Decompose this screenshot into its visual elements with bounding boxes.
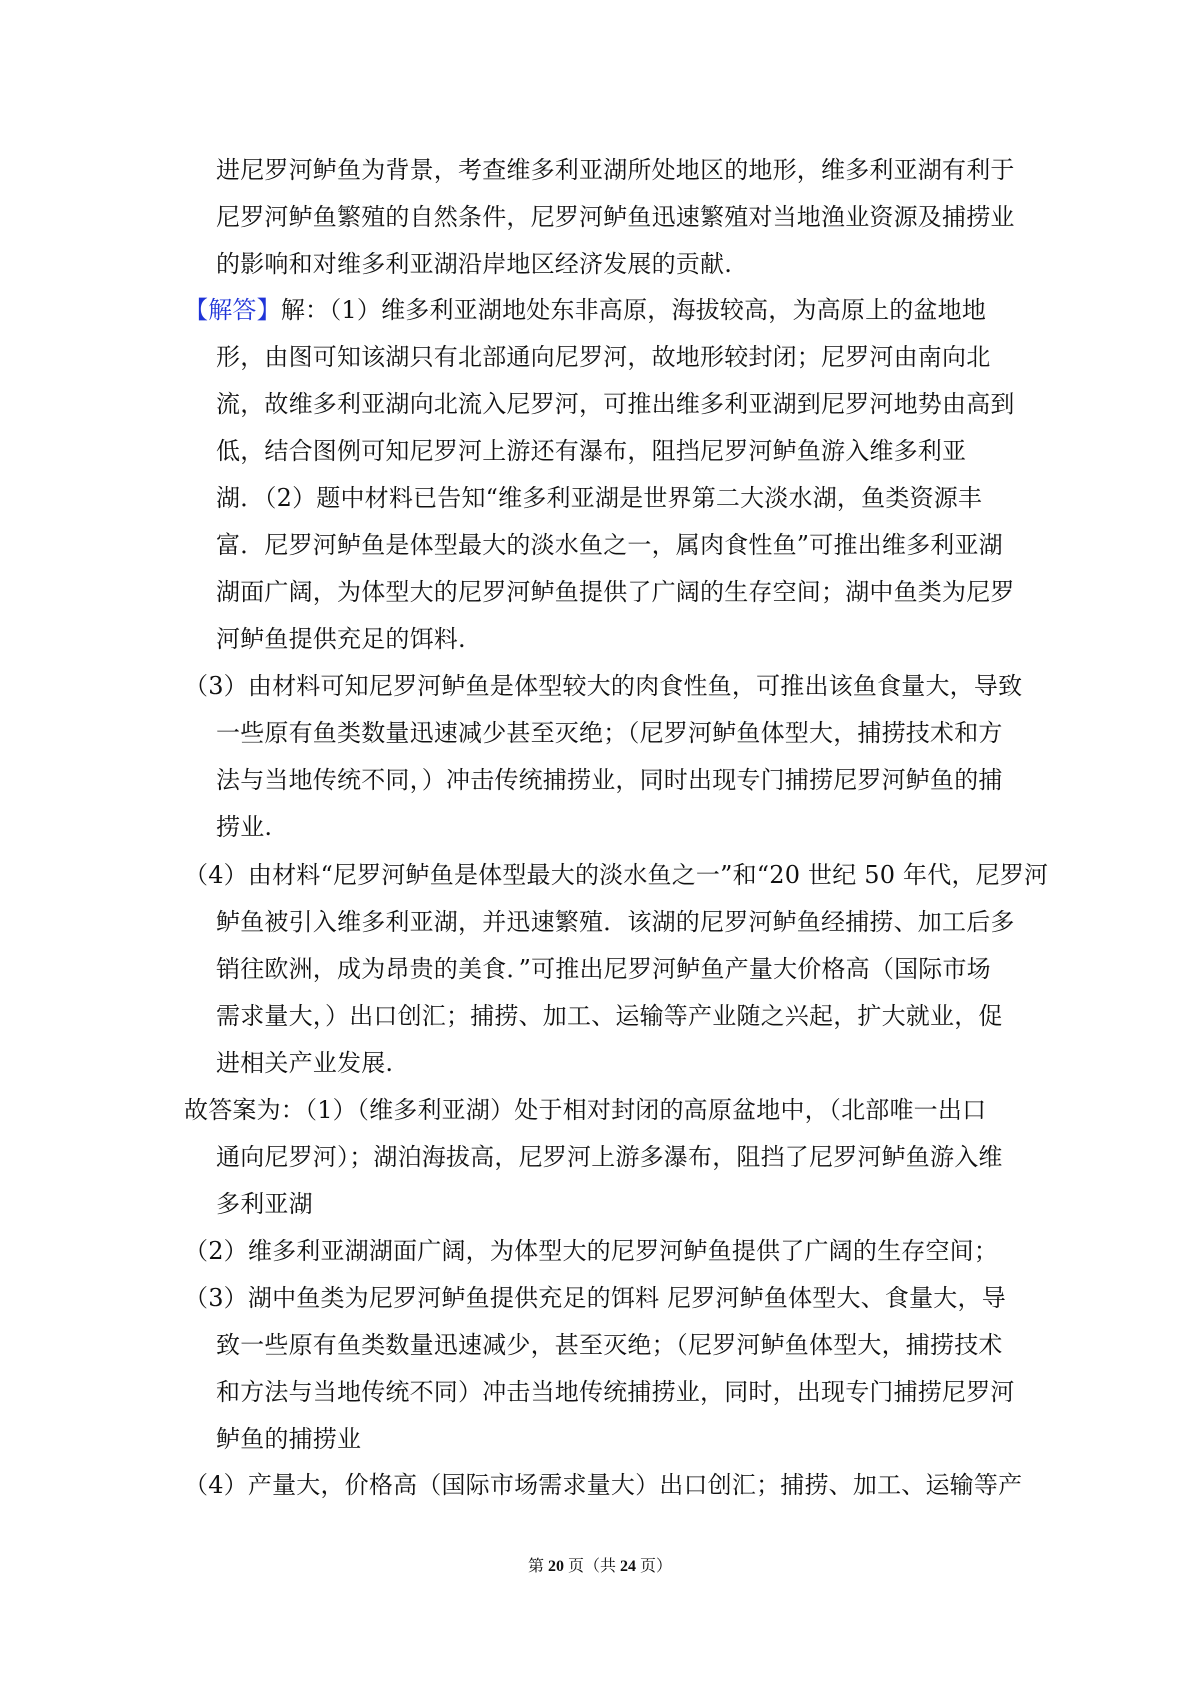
text-line: 富．尼罗河鲈鱼是体型最大的淡水鱼之一，属肉食性鱼”可推出维多利亚湖 [216,531,1003,559]
text-line: 通向尼罗河）；湖泊海拔高，尼罗河上游多瀑布，阻挡了尼罗河鲈鱼游入维 [216,1143,1003,1171]
text-line: 和方法与当地传统不同）冲击当地传统捕捞业，同时，出现专门捕捞尼罗河 [216,1378,1015,1406]
text-line: 进相关产业发展. [216,1049,394,1077]
footer-middle: 页（共 [567,1558,616,1575]
text-line: 尼罗河鲈鱼繁殖的自然条件，尼罗河鲈鱼迅速繁殖对当地渔业资源及捕捞业 [216,203,1015,231]
text-line: 河鲈鱼提供充足的饵料. [216,625,466,653]
footer-suffix: 页） [640,1558,673,1575]
text-line: 进尼罗河鲈鱼为背景，考查维多利亚湖所处地区的地形，维多利亚湖有利于 [216,156,1015,184]
final-answer-item-2 [184,1228,1024,1275]
text-line: 销往欧洲，成为昂贵的美食．”可推出尼罗河鲈鱼产量大价格高（国际市场 [216,955,991,983]
text-line: 致一些原有鱼类数量迅速减少，甚至灭绝；（尼罗河鲈鱼体型大，捕捞技术 [216,1331,1003,1359]
footer-prefix: 第 [527,1558,544,1575]
text-line: 一些原有鱼类数量迅速减少甚至灭绝；（尼罗河鲈鱼体型大，捕捞技术和方 [216,719,1003,747]
text-line: 湖．（2）题中材料已告知“维多利亚湖是世界第二大淡水湖，鱼类资源丰 [216,484,983,512]
text-line: 湖面广阔，为体型大的尼罗河鲈鱼提供了广阔的生存空间；湖中鱼类为尼罗 [216,578,1015,606]
text-line: 鲈鱼被引入维多利亚湖，并迅速繁殖．该湖的尼罗河鲈鱼经捕捞、加工后多 [216,908,1015,936]
footer-total-pages: 24 [620,1558,636,1575]
text-line: 形，由图可知该湖只有北部通向尼罗河，故地形较封闭；尼罗河由南向北 [216,343,991,371]
part3-paragraph [184,663,1024,851]
intro-paragraph [184,147,1024,288]
page-footer [0,1557,1200,1577]
text-line: 捞业. [216,813,273,841]
text-line: 法与当地传统不同，）冲击传统捕捞业，同时出现专门捕捞尼罗河鲈鱼的捕 [216,766,1003,794]
answer-paragraph [184,287,1024,663]
text-line: 的影响和对维多利亚湖沿岸地区经济发展的贡献. [216,250,733,278]
footer-page-number: 20 [547,1558,564,1575]
final-answer-paragraph [184,1087,1024,1228]
text-line [184,287,1024,334]
text-line: 流，故维多利亚湖向北流入尼罗河，可推出维多利亚湖到尼罗河地势由高到 [216,390,1015,418]
text-line: 低，结合图例可知尼罗河上游还有瀑布，阻挡尼罗河鲈鱼游入维多利亚 [216,437,967,465]
part4-paragraph [184,852,1049,1087]
answer-first-line: 解：（1）维多利亚湖地处东非高原，海拔较高，为高原上的盆地地 [280,296,987,324]
answer-tag: 【解答】 [184,296,281,324]
text-line: （4）由材料“尼罗河鲈鱼是体型最大的淡水鱼之一”和“20 世纪 50 年代，尼罗河 [184,861,1049,889]
text-line: 需求量大，）出口创汇；捕捞、加工、运输等产业随之兴起，扩大就业，促 [216,1002,1003,1030]
text-line: 故答案为：（1）（维多利亚湖）处于相对封闭的高原盆地中，（北部唯一出口 [184,1096,987,1124]
text-line: 鲈鱼的捕捞业 [216,1425,362,1453]
text-line: （2）维多利亚湖湖面广阔，为体型大的尼罗河鲈鱼提供了广阔的生存空间； [184,1237,999,1265]
final-answer-item-4 [184,1462,1024,1509]
text-line: （4）产量大，价格高（国际市场需求量大）出口创汇；捕捞、加工、运输等产 [184,1471,1023,1499]
text-line: （3）由材料可知尼罗河鲈鱼是体型较大的肉食性鱼，可推出该鱼食量大，导致 [184,672,1023,700]
final-answer-item-3 [184,1275,1024,1463]
text-line: （3）湖中鱼类为尼罗河鲈鱼提供充足的饵料 尼罗河鲈鱼体型大、食量大，导 [184,1284,1006,1312]
text-line: 多利亚湖 [216,1190,313,1218]
